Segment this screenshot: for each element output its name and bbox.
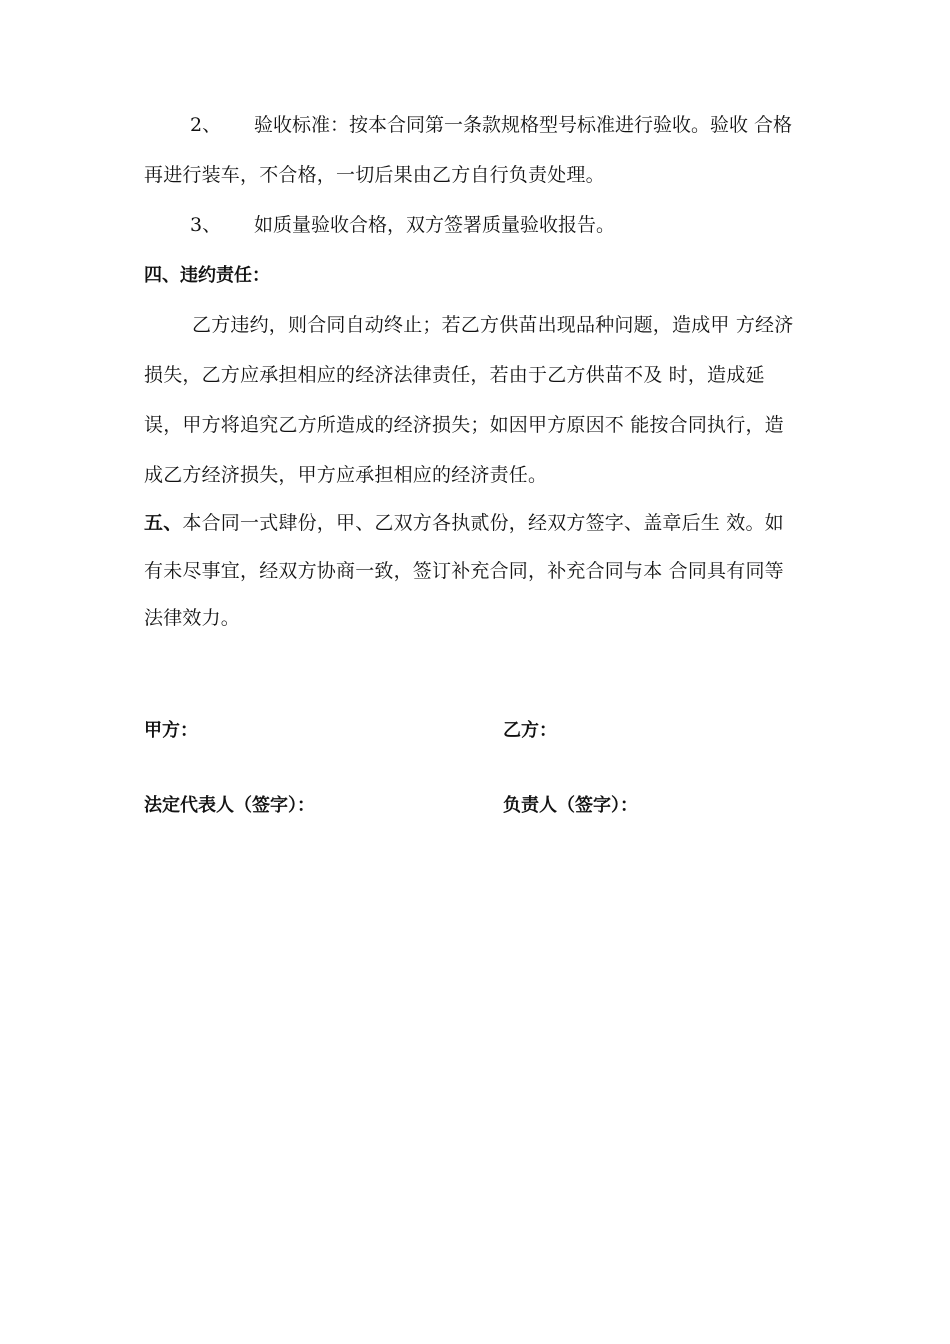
section-4-line-1: 乙方违约，则合同自动终止；若乙方供苗出现品种问题，造成甲 方经济 [192, 314, 794, 336]
section-5-line-3: 法律效力。 [144, 607, 241, 629]
party-b-label: 乙方： [503, 720, 557, 741]
section-4-line-2: 损失，乙方应承担相应的经济法律责任，若由于乙方供苗不及 时，造成延 [144, 364, 765, 386]
section-5-line-2: 有未尽事宜，经双方协商一致，签订补充合同，补充合同与本 合同具有同等 [144, 560, 784, 582]
section-4-heading: 四、违约责任： [144, 265, 270, 286]
section-5-line-1-text: 本合同一式肆份，甲、乙双方各执贰份，经双方签字、盖章后生 效。如 [182, 512, 784, 534]
party-b-representative-label: 负责人（签字）： [503, 795, 638, 816]
section-4-line-3: 误，甲方将追究乙方所造成的经济损失；如因甲方原因不 能按合同执行，造 [144, 414, 784, 436]
section-4-line-4: 成乙方经济损失，甲方应承担相应的经济责任。 [144, 464, 548, 486]
clause-2-number: 2、 [190, 114, 222, 136]
section-5-prefix: 五、 [144, 512, 183, 534]
party-a-representative-label: 法定代表人（签字）： [144, 795, 315, 816]
clause-3-number: 3、 [190, 214, 222, 236]
clause-2-line-2: 再进行装车，不合格，一切后果由乙方自行负责处理。 [144, 164, 605, 186]
party-a-label: 甲方： [144, 720, 198, 741]
clause-2-line-1: 验收标准：按本合同第一条款规格型号标准进行验收。验收 合格 [254, 114, 793, 136]
clause-3-line-1: 如质量验收合格，双方签署质量验收报告。 [254, 214, 616, 236]
section-5-line-1 [144, 510, 864, 536]
